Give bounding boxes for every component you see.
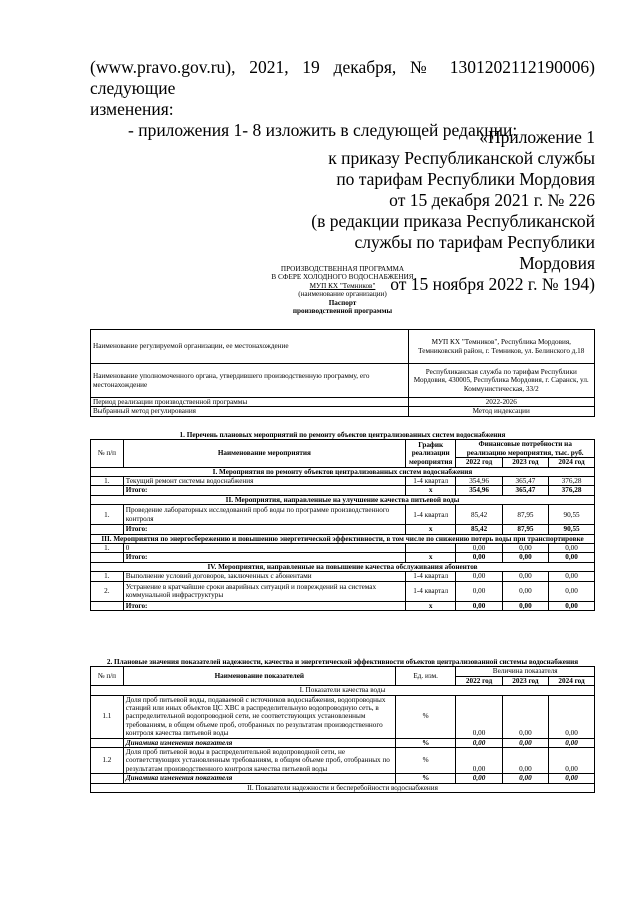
appendix-line: (в редакции приказа Республиканской	[311, 211, 595, 231]
row-value: 0,00	[456, 553, 502, 562]
section-title: IV. Мероприятия, направленные на повышение качества обслуживания абонентов	[91, 562, 595, 571]
row-value: 354,96	[456, 486, 502, 495]
row-value: 0,00	[502, 601, 548, 610]
passport-value: Метод индексации	[408, 407, 594, 416]
row-unit: %	[395, 738, 455, 747]
header-schedule: График реализации мероприятия	[406, 440, 456, 467]
passport-label: Период реализации производственной программы	[91, 398, 409, 407]
row-value: 0,00	[456, 544, 502, 553]
row-value: 0,00	[549, 738, 595, 747]
table-header-row	[91, 667, 595, 676]
row-value: 0,00	[549, 695, 595, 738]
row-schedule: х	[406, 553, 456, 562]
row-name: Проведение лабораторных исследований проб воды по программе производственного контроля	[123, 505, 405, 525]
table-row	[91, 544, 595, 553]
row-schedule: х	[406, 601, 456, 610]
row-value: 0,00	[549, 572, 595, 581]
appendix-line: по тарифам Республики Мордовия	[336, 169, 595, 189]
passport-label: Наименование регулируемой организации, ее местонахождение	[91, 330, 409, 364]
row-value: 0,00	[549, 748, 595, 774]
appendix-line: от 15 декабря 2021 г. № 226	[389, 190, 595, 210]
row-value: 0,00	[456, 572, 502, 581]
passport-label: Наименование уполномоченного органа, утвердившего производственную программу, его местонахождение	[91, 364, 409, 398]
total-row	[91, 601, 595, 610]
heading-line: Паспорт	[328, 298, 357, 307]
header-year: 2023 год	[502, 458, 548, 467]
intro-line-1: (www.pravo.gov.ru), 2021, 19 декабря, № 1301202112190006) следующие	[90, 57, 595, 98]
row-schedule	[406, 544, 456, 553]
row-value: 0,00	[549, 601, 595, 610]
row-value: 0,00	[502, 695, 548, 738]
row-value: 0,00	[502, 544, 548, 553]
section-title: II. Показатели надежности и бесперебойности водоснабжения	[91, 783, 595, 792]
header-unit: Ед. изм.	[395, 667, 455, 686]
row-name: Устранение в кратчайшие сроки аварийных ситуаций и повреждений на системах коммунальной инфраструктуры	[123, 581, 405, 601]
row-value: 0,00	[456, 748, 502, 774]
row-schedule: 1-4 квартал	[406, 572, 456, 581]
row-value: 0,00	[456, 695, 502, 738]
heading-line: ПРОИЗВОДСТВЕННАЯ ПРОГРАММА	[280, 265, 405, 273]
row-schedule: 1-4 квартал	[406, 581, 456, 601]
row-value: 85,42	[456, 505, 502, 525]
row-num	[91, 738, 124, 747]
row-schedule: 1-4 квартал	[406, 505, 456, 525]
row-value: 0,00	[549, 774, 595, 783]
row-value: 0,00	[549, 581, 595, 601]
section-title: III. Мероприятия по энергосбережению и повышению энергетической эффективности, в том числе по снижению потерь воды при транспортировке	[91, 534, 595, 543]
table-row	[91, 330, 595, 364]
total-row	[91, 486, 595, 495]
intro-line-2: изменения:	[90, 99, 174, 119]
appendix-line: к приказу Республиканской службы	[328, 148, 595, 168]
program-heading	[90, 265, 595, 315]
section-row	[91, 562, 595, 571]
row-name: Выполнение условий договоров, заключенных с абонентами	[123, 572, 405, 581]
row-num: 1.1	[91, 695, 124, 738]
passport-value: Республиканская служба по тарифам Республики Мордовия, 430005, Республика Мордовия, г. Саранск, ул. Коммунистическая, 33/2	[408, 364, 594, 398]
row-num: 1.	[91, 477, 124, 486]
header-num: № п/п	[91, 440, 124, 467]
repair-table	[90, 439, 595, 611]
header-year: 2024 год	[549, 676, 595, 685]
table-header-row	[91, 440, 595, 458]
section-row	[91, 783, 595, 792]
total-label: Итого:	[123, 601, 405, 610]
section-title: I. Мероприятия по ремонту объектов централизованных систем водоснабжения	[91, 467, 595, 476]
appendix-line: от 15 ноября 2022 г. № 194)	[390, 274, 595, 294]
heading-line: (наименование организации)	[298, 290, 387, 299]
total-row	[91, 525, 595, 534]
header-year: 2022 год	[456, 458, 502, 467]
row-value: 90,55	[549, 505, 595, 525]
section-title: I. Показатели качества воды	[91, 686, 595, 695]
dynamics-row	[91, 738, 595, 747]
row-value: 0,00	[502, 738, 548, 747]
indicators-table	[90, 666, 595, 793]
row-value: 376,28	[549, 486, 595, 495]
row-schedule: х	[406, 486, 456, 495]
table-row	[91, 398, 595, 407]
heading-line: МУП КХ "Темников"	[309, 281, 376, 290]
section-row	[91, 534, 595, 543]
row-value: 0,00	[502, 748, 548, 774]
row-value: 0,00	[502, 572, 548, 581]
row-num	[91, 525, 124, 534]
table-title: 2. Плановые значения показателей надежности, качества и энергетической эффективности объектов централизованной системы водоснабжения	[106, 658, 579, 666]
row-value: 0,00	[502, 581, 548, 601]
table-title: 1. Перечень плановых мероприятий по ремонту объектов централизованных систем водоснабжения	[179, 431, 506, 439]
passport-table	[90, 329, 595, 417]
table-row	[91, 477, 595, 486]
total-row	[91, 553, 595, 562]
row-value: 365,47	[502, 486, 548, 495]
row-num: 1.	[91, 544, 124, 553]
row-value: 0,00	[456, 774, 502, 783]
row-num: 2.	[91, 581, 124, 601]
row-name: Доля проб питьевой воды, подаваемой с источников водоснабжения, водопроводных станций или иных объектов ЦС ХВС в распределительную водопроводную сеть, в распределительной водопроводной сети, не соответствующих установленным требованиям, в общем объеме проб, отобранных по результатам производственного контроля качества питьевой воды	[123, 695, 395, 738]
table-row	[91, 695, 595, 738]
row-unit: %	[395, 695, 455, 738]
row-value: 0,00	[549, 553, 595, 562]
total-label: Итого:	[123, 553, 405, 562]
row-value: 87,95	[502, 505, 548, 525]
repair-table-wrap	[90, 431, 595, 611]
dynamics-label: Динамика изменения показателя	[123, 774, 395, 783]
row-value: 376,28	[549, 477, 595, 486]
total-label: Итого:	[123, 525, 405, 534]
passport-table-wrap	[90, 329, 595, 417]
row-unit: %	[395, 774, 455, 783]
passport-label: Выбранный метод регулирования	[91, 407, 409, 416]
row-num: 1.	[91, 572, 124, 581]
section-row	[91, 686, 595, 695]
table-row	[91, 748, 595, 774]
table-row	[91, 364, 595, 398]
header-name: Наименование показателей	[123, 667, 395, 686]
row-num	[91, 774, 124, 783]
intro-line-3: - приложения 1- 8 изложить в следующей редакции:	[128, 120, 518, 140]
row-value: 0,00	[549, 544, 595, 553]
row-num: 1.2	[91, 748, 124, 774]
row-num	[91, 486, 124, 495]
dynamics-label: Динамика изменения показателя	[123, 738, 395, 747]
header-name: Наименование мероприятия	[123, 440, 405, 467]
passport-value: 2022-2026	[408, 398, 594, 407]
header-value: Величина показателя	[456, 667, 595, 676]
row-name: Текущий ремонт системы водоснабжения	[123, 477, 405, 486]
row-value: 354,96	[456, 477, 502, 486]
heading-line: производственной программы	[292, 307, 393, 316]
row-schedule: 1-4 квартал	[406, 477, 456, 486]
table-row	[91, 581, 595, 601]
header-year: 2023 год	[502, 676, 548, 685]
row-value: 85,42	[456, 525, 502, 534]
row-value: 0,00	[456, 738, 502, 747]
dynamics-row	[91, 774, 595, 783]
row-num	[91, 553, 124, 562]
section-row	[91, 467, 595, 476]
row-name: 0	[123, 544, 405, 553]
appendix-line: службы по тарифам Республики Мордовия	[354, 232, 595, 273]
row-value: 0,00	[456, 581, 502, 601]
row-schedule: х	[406, 525, 456, 534]
heading-line: В СФЕРЕ ХОЛОДНОГО ВОДОСНАБЖЕНИЯ	[271, 273, 414, 282]
row-value: 0,00	[502, 774, 548, 783]
header-num: № п/п	[91, 667, 124, 686]
row-num	[91, 601, 124, 610]
header-year: 2024 год	[549, 458, 595, 467]
total-label: Итого:	[123, 486, 405, 495]
row-value: 90,55	[549, 525, 595, 534]
table-row	[91, 407, 595, 416]
row-unit: %	[395, 748, 455, 774]
row-name: Доля проб питьевой воды в распределительной водопроводной сети, не соответствующих установленным требованиям, в общем объеме проб, отобранных по результатам производственного контроля качества питьевой воды	[123, 748, 395, 774]
table-row	[91, 505, 595, 525]
row-value: 0,00	[502, 553, 548, 562]
row-value: 365,47	[502, 477, 548, 486]
passport-value: МУП КХ "Темников", Республика Мордовия, Темниковский район, г. Темников, ул. Белинского д.18	[408, 330, 594, 364]
table-row	[91, 572, 595, 581]
header-year: 2022 год	[456, 676, 502, 685]
row-num: 1.	[91, 505, 124, 525]
appendix-line: «Приложение 1	[479, 127, 595, 147]
row-value: 0,00	[456, 601, 502, 610]
row-value: 87,95	[502, 525, 548, 534]
section-title: II. Мероприятия, направленные на улучшение качества питьевой воды	[91, 495, 595, 504]
indicators-table-wrap	[90, 658, 595, 793]
section-row	[91, 495, 595, 504]
header-finance: Финансовые потребности на реализацию мероприятия, тыс. руб.	[456, 440, 595, 458]
